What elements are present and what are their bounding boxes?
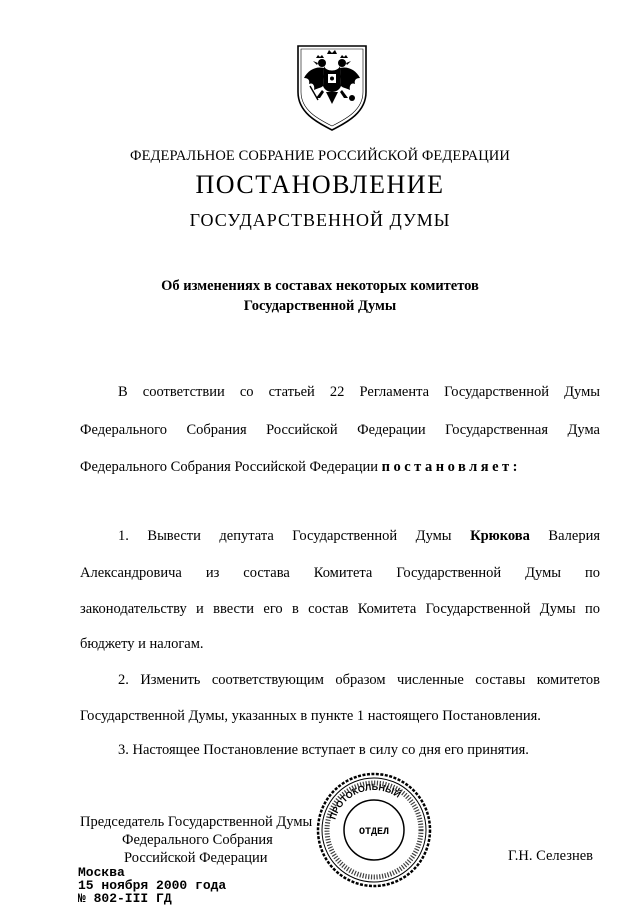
issue-date: 15 ноября 2000 года — [78, 878, 227, 893]
signatory-title-line-2: Федерального Собрания — [122, 832, 273, 848]
item-1-text-a: 1. Вывести депутата Государственной Думы — [118, 528, 452, 544]
item-2-line-1: 2. Изменить соответствующим образом численные составы комитетов — [118, 672, 600, 688]
item-1-line-4: бюджету и налогам. — [80, 636, 204, 652]
item-1-line-1 — [118, 527, 600, 546]
parliament-name: ФЕДЕРАЛЬНОЕ СОБРАНИЕ РОССИЙСКОЙ ФЕДЕРАЦИИ — [130, 148, 510, 164]
seal-graphic — [314, 770, 434, 890]
decree-word: постановляет: — [381, 459, 521, 475]
seal-ring-text: ПРОТОКОЛЬНЫЙ — [327, 781, 403, 821]
signatory-name: Г.Н. Селезнев — [508, 848, 593, 864]
item-1-line-2: Александровича из состава Комитета Государственной Думы по — [80, 565, 600, 581]
issuing-body: ГОСУДАРСТВЕННОЙ ДУМЫ — [189, 210, 451, 230]
seal-inner-text: ОТДЕЛ — [358, 827, 390, 838]
place-of-issue: Москва — [78, 865, 125, 880]
subject-line-2: Государственной Думы — [243, 298, 397, 314]
emblem-shield — [294, 42, 370, 132]
preamble-text: Федерального Собрания Российской Федерации — [80, 459, 379, 475]
preamble-line-2: Федерального Собрания Российской Федерации Государственная Дума — [80, 422, 600, 438]
preamble-line-3 — [80, 458, 600, 477]
document-subject — [0, 276, 640, 316]
item-1-line-3: законодательству и ввести его в состав Комитета Государственной Думы по — [80, 601, 600, 617]
preamble-line-1: В соответствии со статьей 22 Регламента Государственной Думы — [118, 384, 600, 400]
item-2-line-2: Государственной Думы, указанных в пункте 1 настоящего Постановления. — [80, 708, 541, 724]
signatory-title-line-3: Российской Федерации — [124, 850, 268, 866]
item-3-line-1: 3. Настоящее Постановление вступает в силу со дня его принятия. — [118, 742, 529, 758]
item-1-text-b: Валерия — [548, 528, 601, 544]
coat-of-arms-icon — [294, 42, 370, 132]
deputy-surname: Крюкова — [470, 528, 530, 544]
document-number: № 802-III ГД — [78, 891, 172, 906]
round-seal-stamp-icon — [314, 770, 434, 890]
signatory-title-line-1: Председатель Государственной Думы — [80, 814, 313, 830]
document-type: ПОСТАНОВЛЕНИЕ — [195, 170, 445, 199]
subject-line-1: Об изменениях в составах некоторых комитетов — [161, 278, 479, 294]
